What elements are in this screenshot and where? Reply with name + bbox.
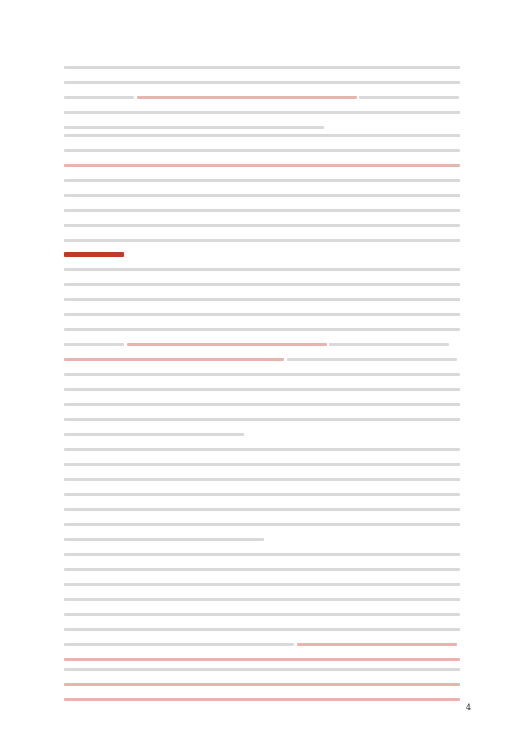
paragraph-1 [64,60,464,135]
paragraph-1-text [64,60,464,75]
page-number: 4 [465,703,471,712]
paragraph-6-text [64,442,464,457]
paragraph-2-text [64,128,464,143]
paragraph-5 [64,292,464,442]
paragraph-8-text [64,662,464,677]
paragraph-6 [64,442,464,547]
paragraph-4-text [64,262,464,277]
paragraph-7 [64,547,464,667]
paragraph-3 [64,188,464,248]
paragraph-8 [64,662,464,707]
paragraph-7-text [64,547,464,562]
paragraph-3-text [64,188,464,203]
paragraph-5-text [64,292,464,307]
section-heading [64,248,124,262]
